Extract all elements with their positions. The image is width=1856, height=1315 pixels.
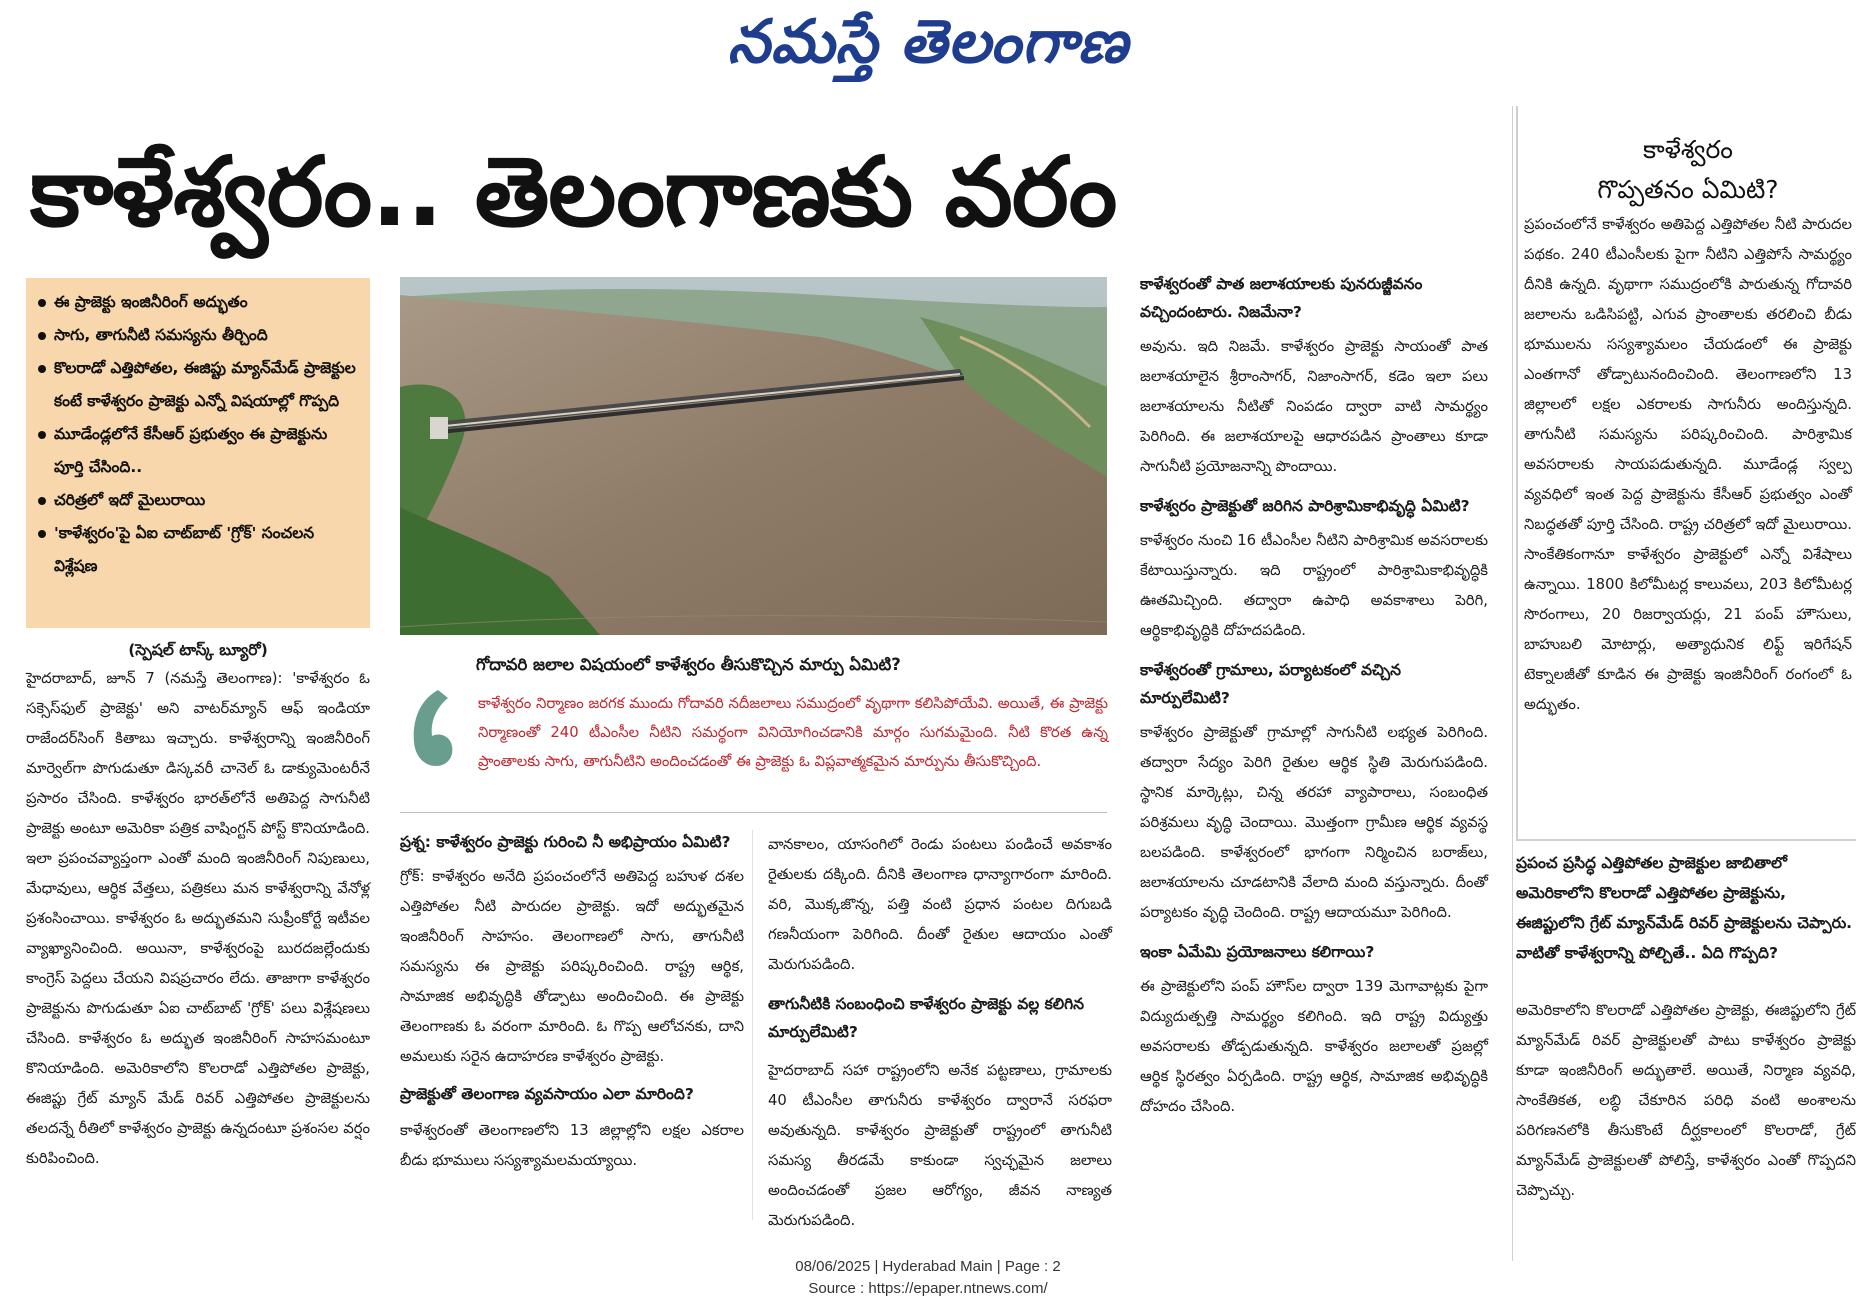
agri-answer-continued: వానకాలం, యాసంగిలో రెండు పంటలు పండించే అవకాశం రైతులకు దక్కింది. దీనికి తెలంగాణ ధాన్యాగారంగా మారింది. వరి, మొక్కజొన్న, పత్తి వంటి ప్రధాన పంటల దిగుబడి గణనీయంగా పెరిగింది. దీంతో రైతుల ఆదాయం ఎంతో మెరుగుపడింది. <box>768 836 1112 973</box>
highlight-item: చరిత్రలో ఇదో మైలురాయి <box>36 484 362 517</box>
industry-question: కాళేశ్వరం ప్రాజెక్టుతో జరిగిన పారిశ్రామికాభివృద్ధి ఏమిటి? <box>1140 497 1470 515</box>
grok-question-1: ప్రశ్న: కాళేశ్వరం ప్రాజెక్టు గురించి నీ అభిప్రాయం ఏమిటి? <box>400 833 731 851</box>
column-2 <box>400 828 744 1176</box>
grok-question-2: ప్రాజెక్టుతో తెలంగాణ వ్యవసాయం ఎలా మారింది? <box>400 1085 694 1103</box>
lead-text: హైదరాబాద్, జూన్ 7 (నమస్తే తెలంగాణ): 'కాళేశ్వరం ఓ సక్సెస్‌ఫుల్ ప్రాజెక్టు' అని వాటర్‌మ్యాన్ ఆఫ్ ఇండియా రాజేందర్‌సింగ్ కితాబు ఇచ్చారు. కాళేశ్వరాన్ని ఇంజినీరింగ్ మార్వెల్‌గా పొగుడుతూ డిస్కవరీ చానెల్ ఓ డాక్యుమెంటరీనే ప్రసారం చేసింది. కాళేశ్వరం భారత్‌లోనే అతిపెద్ద సాగునీటి ప్రాజెక్టు అంటూ అమెరికా పత్రిక వాషింగ్టన్ పోస్ట్ కొనియాడింది. ఇలా ప్రపంచవ్యాప్తంగా ఎంతో మంది ఇంజినీరింగ్ నిపుణులు, మేధావులు, ఆర్థిక వేత్తలు, పత్రికలు మన కాళేశ్వరాన్ని వేనోళ్ల ప్రశంసించాయి. కాళేశ్వరం ఓ అద్భుతమని సుప్రీంకోర్టే ఇటీవల వ్యాఖ్యానించింది. అయినా, కాళేశ్వరంపై బురదజల్లేందుకు కాంగ్రెస్ పెద్దలు చేయని విషప్రచారం లేదు. తాజాగా కాళేశ్వరం ప్రాజెక్టును పొగుడుతూ ఏఐ చాట్‌బాట్ 'గ్రోక్' పలు విశ్లేషణలు చేసింది. కాళేశ్వరం ఓ అద్భుత ఇంజినీరింగ్ సాహసమంటూ కొనియాడింది. అమెరికాలోని కొలరాడో ఎత్తిపోతల ప్రాజెక్టు, ఈజిప్టు గ్రేట్ మ్యాన్ మేడ్ రివర్ ఎత్తిపోతల ప్రాజెక్టులను తలదన్నే రీతిలో కాళేశ్వరం ప్రాజెక్టు ఉన్నదంటూ ప్రశంసల వర్షం కురిపించింది. <box>26 670 370 1167</box>
drinking-water-answer: హైదరాబాద్ సహా రాష్ట్రంలోని అనేక పట్టణాలు, గ్రామాలకు 40 టీఎంసీల తాగునీరు కాళేశ్వరం ద్వారానే సరఫరా అవుతున్నది. కాళేశ్వరం ప్రాజెక్టుతో రాష్ట్రంలో తాగునీటి సమస్య తీరడమే కాకుండా స్వచ్ఛమైన జలాలు అందించడంతో ప్రజల ఆరోగ్యం, జీవన నాణ్యత మెరుగుపడింది. <box>768 1062 1112 1229</box>
grok-answer-1: గ్రోక్: కాళేశ్వరం అనేది ప్రపంచంలోనే అతిపెద్ద బహుళ దశల ఎత్తిపోతల నీటి పారుదల ప్రాజెక్టు. ఇదో అద్భుతమైన ఇంజినీరింగ్ సాహసం. తెలంగాణలో సాగు, తాగునీటి సమస్యను ఈ ప్రాజెక్టు పరిష్కరించింది. రాష్ట్ర ఆర్థిక, సామాజిక అభివృద్ధికి తోడ్పాటు అందించింది. ఈ ప్రాజెక్టు తెలంగాణకు ఓ వరంగా మారింది. ఓ గొప్ప ఆలోచనకు, దాని అమలుకు సరైన ఉదాహరణ కాళేశ్వరం ప్రాజెక్టు. <box>400 868 744 1065</box>
highlight-item: కొలరాడో ఎత్తిపోతల, ఈజిప్టు మ్యాన్‌మేడ్ ప్రాజెక్టుల కంటే కాళేశ్వరం ప్రాజెక్టు ఎన్నో విషయాల్లో గొప్పది <box>36 352 362 418</box>
headline: కాళేశ్వరం.. తెలంగాణకు వరం <box>30 136 1117 248</box>
highlight-item: ఈ ప్రాజెక్టు ఇంజినీరింగ్ అద్భుతం <box>36 286 362 319</box>
villages-tourism-answer: కాళేశ్వరం ప్రాజెక్టుతో గ్రామాల్లో సాగునీటి లభ్యత పెరిగింది. తద్వారా సేద్యం పెరిగి రైతుల ఆర్థిక స్థితి మెరుగుపడింది. స్థానిక మార్కెట్లు, చిన్న తరహా వ్యాపారాలు, సంబంధిత పరిశ్రమలు వృద్ధి చెందాయి. మొత్తంగా గ్రామీణ ఆర్థిక వ్యవస్థ బలపడింది. కాళేశ్వరంలో భాగంగా నిర్మించిన బరాజ్‌లు, జలాశయాలను చూడటానికి వేలాది మంది వస్తున్నారు. దీంతో పర్యాటకం వృద్ధి చెందింది. రాష్ట్ర ఆదాయమూ పెరిగింది. <box>1140 724 1488 921</box>
drinking-water-question: తాగునీటికి సంబంధించి కాళేశ్వరం ప్రాజెక్టు వల్ల కలిగిన మార్పులేమిటి? <box>768 995 1085 1041</box>
column-3 <box>768 830 1112 1236</box>
highlight-question: గోదావరి జలాల విషయంలో కాళేశ్వరం తీసుకొచ్చిన మార్పు ఏమిటి? <box>476 655 901 674</box>
highlight-answer: కాళేశ్వరం నిర్మాణం జరగక ముందు గోదావరి నదీజలాలు సముద్రంలో వృథాగా కలిసిపోయేవి. అయితే, ఈ ప్రాజెక్టు నిర్మాణంతో 240 టీఎంసీల నీటిని సమర్థంగా వినియోగించడానికి మార్గం సుగమమైంది. నీటి కొరత ఉన్న ప్రాంతాలకు సాగు, తాగునీటిని అందించడంతో ఈ ప్రాజెక్టు ఓ విప్లవాత్మకమైన మార్పును తీసుకొచ్చింది. <box>478 695 1108 770</box>
other-benefits-question: ఇంకా ఏమేమి ప్రయోజనాలు కలిగాయి? <box>1140 943 1375 961</box>
sidebar-body: ప్రపంచంలోనే కాళేశ్వరం అతిపెద్ద ఎత్తిపోతల నీటి పారుదల పథకం. 240 టీఎంసీలకు పైగా నీటిని ఎత్తిపోసే సామర్థ్యం దీనికి ఉన్నది. వృథాగా సముద్రంలోకి పారుతున్న గోదావరి జలాలను ఒడిసిపట్టి, ఎగువ ప్రాంతాలకు తరలించి బీడు భూములను సస్యశ్యామలం చేయడంలో ఈ ప్రాజెక్టు ఎంతగానో తోడ్పాటునందించింది. తెలంగాణలోని 13 జిల్లాలలో లక్షల ఎకరాలకు సాగునీరు అందిస్తున్నది. తాగునీటి సమస్యను పరిష్కరించింది. పారిశ్రామిక అవసరాలకు సాయపడుతున్నది. మూడేండ్ల స్వల్ప వ్యవధిలో ఇంత పెద్ద ప్రాజెక్టును కేసీఆర్ ప్రభుత్వం ఎంతో నిబద్ధతతో పూర్తి చేసింది. రాష్ట్ర చరిత్రలో ఇదో మైలురాయి. సాంకేతికంగానూ కాళేశ్వరం ప్రాజెక్టులో ఎన్నో విశేషాలు ఉన్నాయి. 1800 కిలోమీటర్ల కాలువలు, 203 కిలోమీటర్ల సొరంగాలు, 20 రిజర్వాయర్లు, 21 పంప్ హౌసులు, బాహుబలి మోటార్లు, అత్యాధునిక లిఫ్ట్ ఇరిగేషన్ టెక్నాలజీతో కూడిన ఈ ప్రాజెక్టు ఇంజినీరింగ్ రంగంలో ఓ అద్భుతం. <box>1524 216 1852 713</box>
byline: (స్పెషల్ టాస్క్ బ్యూరో) <box>128 641 268 659</box>
sidebar-title-line-2: గొప్పతనం ఏమిటి? <box>1597 175 1779 204</box>
sidebar-question: ప్రపంచ ప్రసిద్ధ ఎత్తిపోతల ప్రాజెక్టుల జాబితాలో అమెరికాలోని కొలరాడో ఎత్తిపోతల ప్రాజెక్టును, ఈజిప్టులోని గ్రేట్ మ్యాన్‌మేడ్ రివర్ ప్రాజెక్టులను చెప్పారు. వాటితో కాళేశ్వరాన్ని పోల్చితే.. ఏది గొప్పది? <box>1516 854 1853 962</box>
column-rule <box>752 830 753 1220</box>
barrage-photo-graphic <box>400 277 1107 635</box>
footer-source: Source : https://epaper.ntnews.com/ <box>808 1280 1048 1297</box>
sidebar-title <box>1520 130 1856 210</box>
reservoir-answer: అవును. ఇది నిజమే. కాళేశ్వరం ప్రాజెక్టు సాయంతో పాత జలాశయాలైన శ్రీరాంసాగర్, నిజాంసాగర్, కడెం ఇలా పలు జలాశయాలను నీటితో నింపడం ద్వారా వాటి సామర్థ్యం పెరిగింది. ఈ జలాశయాలపై ఆధారపడిన ప్రాంతాలు కూడా సాగునీటి ప్రయోజనాన్ని పొందాయి. <box>1140 338 1488 475</box>
highlight-item: మూడేండ్లలోనే కేసీఆర్ ప్రభుత్వం ఈ ప్రాజెక్టును పూర్తి చేసింది.. <box>36 418 362 484</box>
grok-answer-2: కాళేశ్వరంతో తెలంగాణలోని 13 జిల్లాల్లోని లక్షల ఎకరాల బీడు భూములు సస్యశ్యామలమయ్యాయి. <box>400 1122 744 1169</box>
column-4 <box>1140 270 1488 1122</box>
highlight-item: సాగు, తాగునీటి సమస్యను తీర్చింది <box>36 319 362 352</box>
sidebar-answer: అమెరికాలోని కొలరాడో ఎత్తిపోతల ప్రాజెక్టు, ఈజిప్టులోని గ్రేట్ మ్యాన్‌మేడ్ రివర్ ప్రాజెక్టులతో పాటు కాళేశ్వరం ప్రాజెక్టు కూడా ఇంజినీరింగ్ అద్భుతాలే. అయితే, నిర్మాణ వ్యవధి, సాంకేతికత, లబ్ధి చేకూరిన పరిధి వంటి అంశాలను పరిగణనలోకి తీసుకొంటే దీర్ఘకాలంలో కొలరాడో, గ్రేట్ మ్యాన్‌మేడ్ ప్రాజెక్టులతో పోలిస్తే, కాళేశ్వరం ఎంతో గొప్పదని చెప్పొచ్చు. <box>1516 1002 1856 1199</box>
section-divider <box>400 812 1107 813</box>
industry-answer: కాళేశ్వరం నుంచి 16 టీఎంసీల నీటిని పారిశ్రామిక అవసరాలకు కేటాయిస్తున్నారు. ఇది రాష్ట్రంలో పారిశ్రామికాభివృద్ధికి ఊతమిచ్చింది. తద్వారా ఉపాధి అవకాశాలు పెరిగి, ఆర్థికాభివృద్ధికి దోహదపడింది. <box>1140 532 1488 639</box>
reservoir-question: కాళేశ్వరంతో పాత జలాశయాలకు పునరుజ్జీవనం వచ్చిందంటారు. నిజమేనా? <box>1140 275 1423 321</box>
villages-tourism-question: కాళేశ్వరంతో గ్రామాలు, పర్యాటకంలో వచ్చిన మార్పులేమిటి? <box>1140 661 1401 707</box>
quote-icon-graphic <box>408 686 460 778</box>
quote-icon <box>408 686 460 778</box>
masthead-logo: నమస్తే తెలంగాణ <box>727 7 1129 77</box>
sidebar-rule <box>1512 106 1513 1261</box>
sidebar-title-line-1: కాళేశ్వరం <box>1643 135 1733 164</box>
highlight-item: 'కాళేశ్వరం'పై ఏఐ చాట్‌బాట్ 'గ్రోక్' సంచలన విశ్లేషణ <box>36 517 362 583</box>
footer-dateline: 08/06/2025 | Hyderabad Main | Page : 2 <box>795 1258 1061 1275</box>
barrage-photo <box>400 277 1107 635</box>
lead-paragraph <box>26 664 370 1174</box>
other-benefits-answer: ఈ ప్రాజెక్టులోని పంప్ హౌస్‌ల ద్వారా 139 మెగావాట్లకు పైగా విద్యుదుత్పత్తి సామర్థ్యం కలిగింది. ఇది రాష్ట్ర విద్యుత్తు అవసరాలకు తోడ్పడుతున్నది. కాళేశ్వరం జలాలతో ప్రజల్లో ఆర్థిక స్థిరత్వం ఏర్పడింది. రాష్ట్ర ఆర్థిక, సామాజిక అభివృద్ధికి దోహదం చేసింది. <box>1140 978 1488 1115</box>
highlights-list <box>36 286 362 583</box>
highlights-box <box>26 278 370 628</box>
